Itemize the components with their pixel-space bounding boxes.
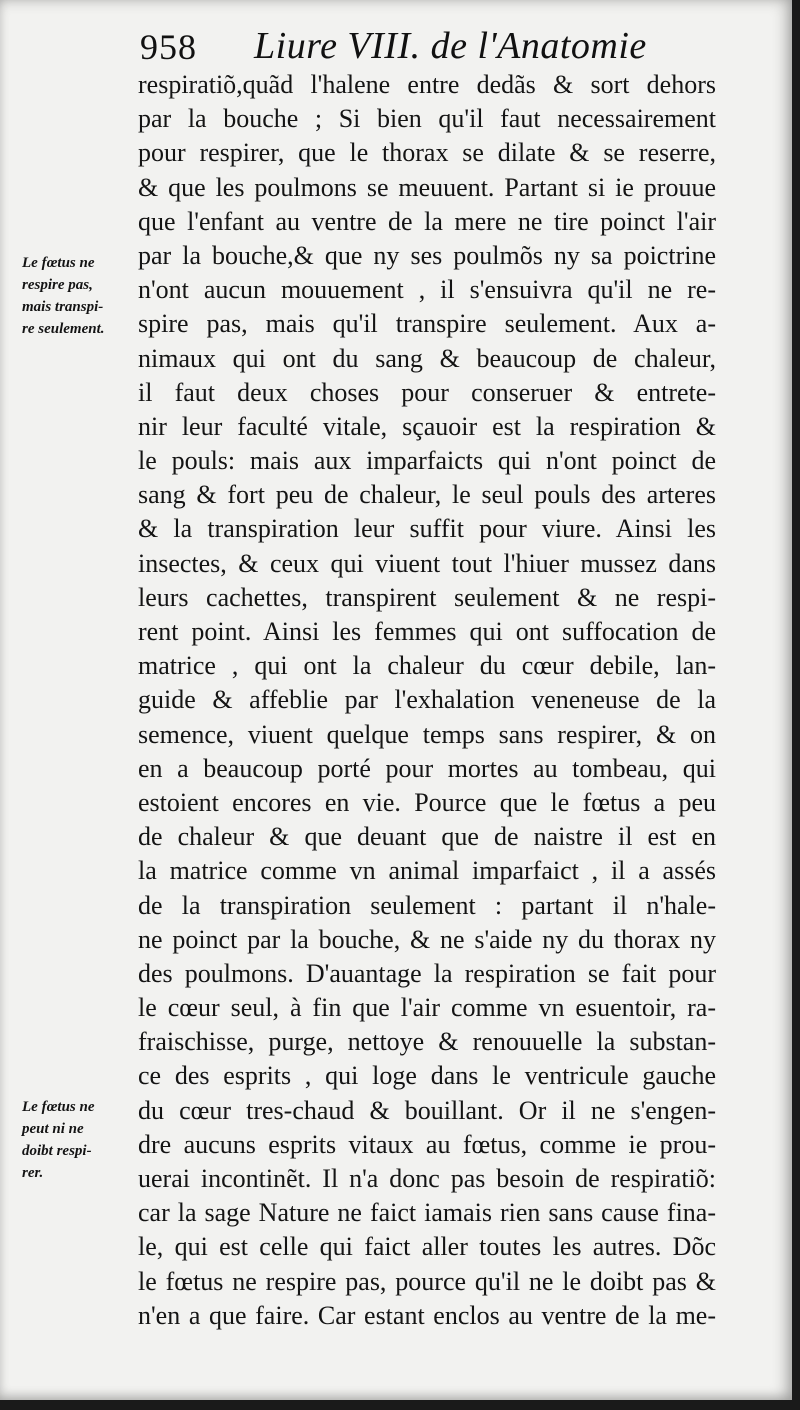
text-line: que l'enfant au ventre de la mere ne tire poinct l'air — [138, 206, 716, 236]
margin-note-line: Le fœtus ne — [22, 255, 95, 271]
text-line: leurs cachettes, transpirent seulement & ne respi- — [138, 582, 716, 612]
text-line: n'ont aucun mouuement , il s'ensuivra qu'il ne re- — [138, 275, 716, 305]
text-line: de chaleur & que deuant que de naistre il est en — [138, 822, 716, 852]
text-line: le cœur seul, à fin que l'air comme vn esuentoir, ra- — [138, 993, 716, 1023]
margin-note — [22, 1096, 140, 1184]
margin-note — [22, 252, 140, 340]
text-line: & la transpiration leur suffit pour viure. Ainsi les — [138, 514, 716, 544]
text-line: nimaux qui ont du sang & beaucoup de chaleur, — [138, 343, 716, 373]
text-line: spire pas, mais qu'il transpire seulement. Aux a- — [138, 309, 716, 339]
margin-note-line: re seulement. — [22, 321, 105, 337]
text-line: fraischisse, purge, nettoye & renouuelle la substan- — [138, 1027, 716, 1057]
text-line: la matrice comme vn animal imparfaict , il a assés — [138, 856, 716, 886]
margin-note-line: peut ni ne — [22, 1121, 84, 1137]
text-line: des poulmons. D'auantage la respiration se fait pour — [138, 958, 716, 988]
margin-note-line: Le fœtus ne — [22, 1099, 95, 1115]
text-line: sang & fort peu de chaleur, le seul pouls des arteres — [138, 480, 716, 510]
text-line: en a beaucoup porté pour mortes au tombeau, qui — [138, 753, 716, 783]
margin-note-line: rer. — [22, 1165, 44, 1181]
text-line: par la bouche,& que ny ses poulmõs ny sa poictrine — [138, 240, 716, 270]
text-line: ne poinct par la bouche, & ne s'aide ny du thorax ny — [138, 924, 716, 954]
text-line: rent point. Ainsi les femmes qui ont suffocation de — [138, 617, 716, 646]
body-text — [138, 68, 716, 1333]
text-line: & que les poulmons se meuuent. Partant si ie prouue — [138, 172, 716, 202]
text-line: nir leur faculté vitale, sçauoir est la respiration & — [138, 411, 716, 441]
text-line: matrice , qui ont la chaleur du cœur debile, lan- — [138, 651, 716, 681]
text-line: semence, viuent quelque temps sans respirer, & on — [138, 719, 716, 749]
text-line: le, qui est celle qui faict aller toutes les autres. Dõc — [138, 1232, 716, 1262]
text-line: insectes, & ceux qui viuent tout l'hiuer mussez dans — [138, 548, 716, 578]
text-line: le pouls: mais aux imparfaicts qui n'ont poinct de — [138, 446, 716, 476]
text-line: par la bouche ; Si bien qu'il faut necessairement — [138, 104, 716, 134]
text-line: il faut deux choses pour conseruer & entrete- — [138, 377, 716, 407]
margin-note-line: mais transpi- — [22, 299, 104, 315]
text-line: uerai incontinẽt. Il n'a donc pas besoin de respiratiõ: — [138, 1164, 716, 1193]
text-line: du cœur tres-chaud & bouillant. Or il ne s'engen- — [138, 1095, 716, 1125]
page-number: 958 — [140, 27, 197, 67]
text-line: estoient encores en vie. Pource que le fœtus a peu — [138, 787, 716, 817]
text-line: n'en a que faire. Car estant enclos au ventre de la me- — [138, 1300, 716, 1330]
running-title: Liure VIII. de l'Anatomie — [254, 25, 647, 67]
text-line: ce des esprits , qui loge dans le ventricule gauche — [138, 1061, 716, 1091]
text-line: respiratiõ,quãd l'halene entre dedãs & sort dehors — [138, 70, 716, 99]
margin-note-line: doibt respi- — [22, 1143, 92, 1159]
margin-note-line: respire pas, — [22, 277, 93, 293]
text-line: car la sage Nature ne faict iamais rien sans cause fina- — [138, 1198, 716, 1228]
text-line: le fœtus ne respire pas, pource qu'il ne le doibt pas & — [138, 1266, 716, 1296]
text-line: de la transpiration seulement : partant il n'hale- — [138, 890, 716, 920]
text-line: dre aucuns esprits vitaux au fœtus, comme ie prou- — [138, 1129, 716, 1159]
text-line: guide & affeblie par l'exhalation veneneuse de la — [138, 685, 716, 715]
text-line: pour respirer, que le thorax se dilate & se reserre, — [138, 138, 716, 168]
